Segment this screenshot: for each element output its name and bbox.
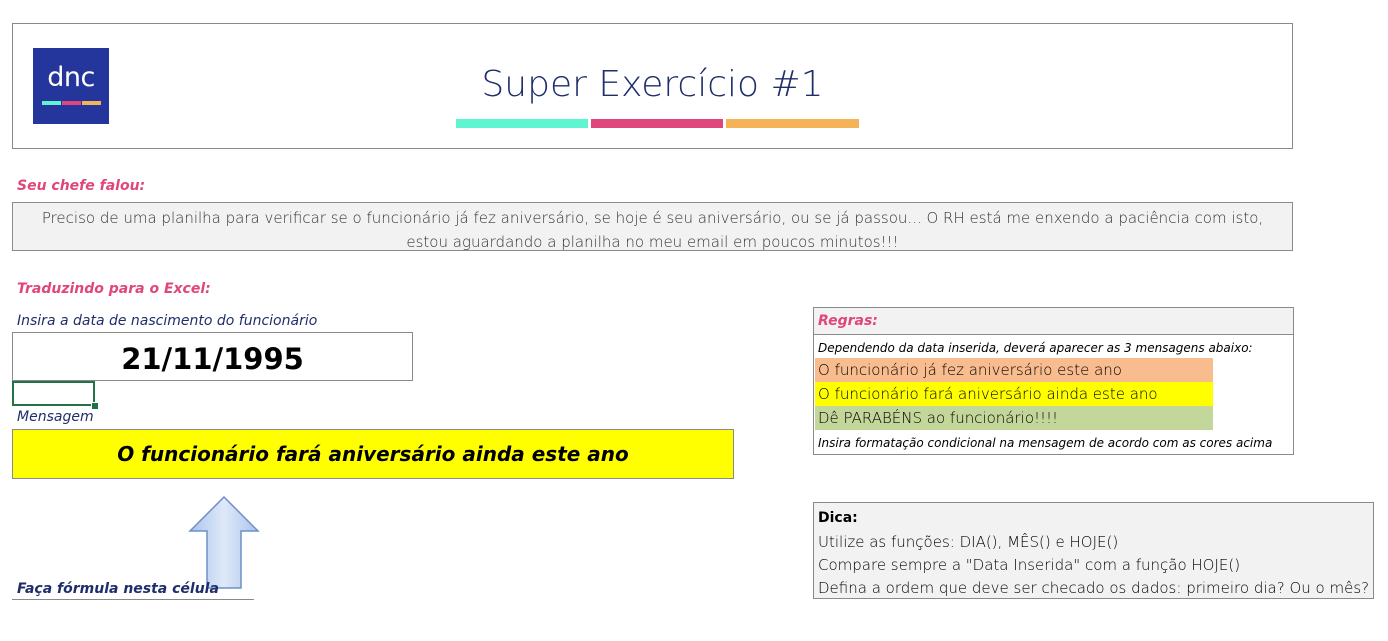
excel-label: Traduzindo para o Excel: [17, 281, 211, 297]
message-label: Mensagem [17, 409, 94, 425]
rules-footer: Insira formatação condicional na mensagem de acordo com as cores acima [818, 436, 1273, 450]
boss-message-text: Preciso de uma planilha para verificar se o funcionário já fez aniversário, se hoje é seu aniversário, ou se já passou... O RH está me enxendo a paciência com isto, estou aguardando a planilha no meu email em poucos minutos!!! [41, 209, 1264, 251]
message-cell[interactable] [12, 429, 734, 479]
selected-cell[interactable] [12, 381, 95, 406]
rules-box [813, 307, 1294, 455]
title-stripe-pink [591, 119, 723, 128]
formula-hint: Faça fórmula nesta célula [17, 581, 219, 597]
title-stripe-teal [456, 119, 588, 128]
rules-header [814, 308, 1293, 335]
rule-row-birthday: Dê PARABÉNS ao funcionário!!!! [815, 406, 1213, 430]
rules-description: Dependendo da data inserida, deverá aparecer as 3 mensagens abaixo: [818, 341, 1253, 355]
boss-label: Seu chefe falou: [17, 178, 146, 194]
rule-row-upcoming: O funcionário fará aniversário ainda este ano [815, 382, 1213, 406]
date-prompt: Insira a data de nascimento do funcionário [17, 313, 318, 329]
tip-box [813, 502, 1374, 599]
up-arrow-icon [188, 496, 260, 590]
tip-line: Utilize as funções: DIA(), MÊS() e HOJE() [818, 533, 1119, 551]
rules-title: Regras: [818, 313, 878, 329]
formula-underline [12, 599, 254, 600]
birth-date-cell[interactable] [12, 332, 413, 381]
tip-line: Defina a ordem que deve ser checado os dados: primeiro dia? Ou o mês? [818, 579, 1370, 597]
tip-title: Dica: [818, 510, 858, 526]
page-title: Super Exercício #1 [481, 64, 824, 105]
title-stripe-orange [726, 119, 859, 128]
logo-text: dnc [47, 62, 95, 93]
birth-date-value: 21/11/1995 [121, 342, 304, 376]
tip-line: Compare sempre a "Data Inserida" com a função HOJE() [818, 556, 1241, 574]
message-value: O funcionário fará aniversário ainda este ano [117, 442, 629, 466]
rule-row-done: O funcionário já fez aniversário este ano [815, 358, 1213, 382]
boss-message-box [12, 202, 1293, 251]
